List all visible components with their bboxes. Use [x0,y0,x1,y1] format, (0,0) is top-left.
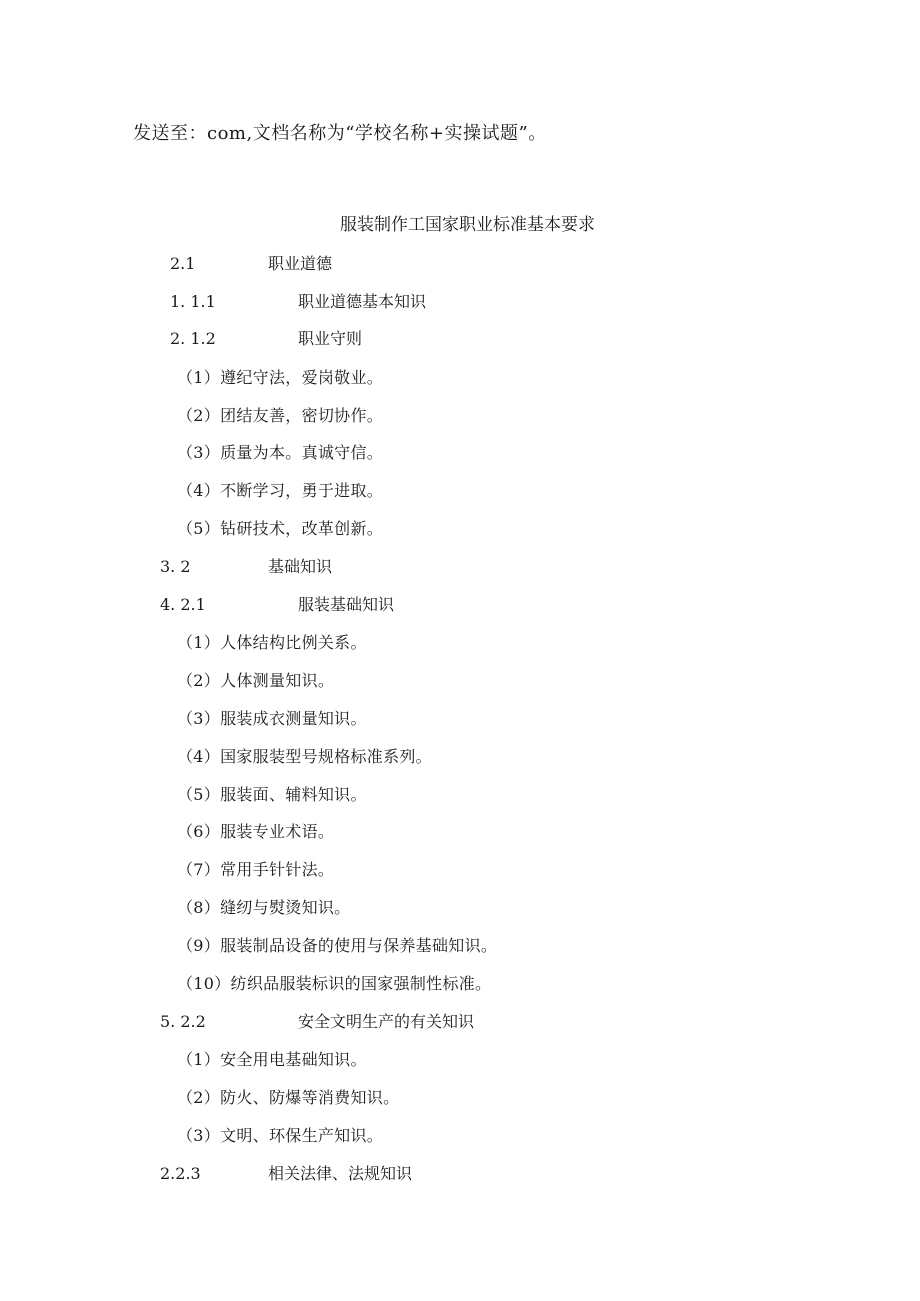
section-label: 服装基础知识 [298,595,395,614]
list-item: （8）缝纫与熨烫知识。 [177,898,351,917]
document-title: 服装制作工国家职业标准基本要求 [340,215,595,235]
list-item: （6）服装专业术语。 [177,822,335,841]
list-item: （3）质量为本。真诚守信。 [177,443,384,462]
list-item: （1）遵纪守法，爱岗敬业。 [177,368,384,387]
section-label: 职业守则 [298,329,363,348]
list-item: （3）服装成衣测量知识。 [177,709,367,728]
list-item: （2）团结友善，密切协作。 [177,406,384,425]
list-item: （3）文明、环保生产知识。 [177,1126,384,1145]
section-number: 3. 2 [160,557,191,576]
list-item: （1）安全用电基础知识。 [177,1050,367,1069]
list-item: （4）不断学习，勇于进取。 [177,481,384,500]
section-label: 职业道德基本知识 [298,292,427,311]
list-item: （4）国家服装型号规格标准系列。 [177,747,432,766]
list-item: （5）钻研技术，改革创新。 [177,519,384,538]
list-item: （2）人体测量知识。 [177,671,335,690]
list-item: （5）服装面、辅料知识。 [177,785,367,804]
list-item: （1）人体结构比例关系。 [177,633,367,652]
section-number: 5. 2.2 [160,1012,206,1031]
section-label: 基础知识 [268,557,333,576]
section-number: 2.2.3 [160,1164,201,1183]
section-label: 职业道德 [268,254,333,273]
intro-text: 发送至：com,文档名称为“学校名称+实操试题”。 [133,123,547,144]
list-item: （2）防火、防爆等消费知识。 [177,1088,400,1107]
section-number: 1. 1.1 [170,292,216,311]
list-item: （9）服装制品设备的使用与保养基础知识。 [177,936,498,955]
section-label: 安全文明生产的有关知识 [298,1012,475,1031]
section-number: 2. 1.2 [170,329,216,348]
section-number: 2.1 [170,254,196,273]
section-label: 相关法律、法规知识 [268,1164,413,1183]
list-item: （7）常用手针针法。 [177,860,335,879]
list-item: （10）纺织品服装标识的国家强制性标准。 [177,974,492,993]
section-number: 4. 2.1 [160,595,206,614]
